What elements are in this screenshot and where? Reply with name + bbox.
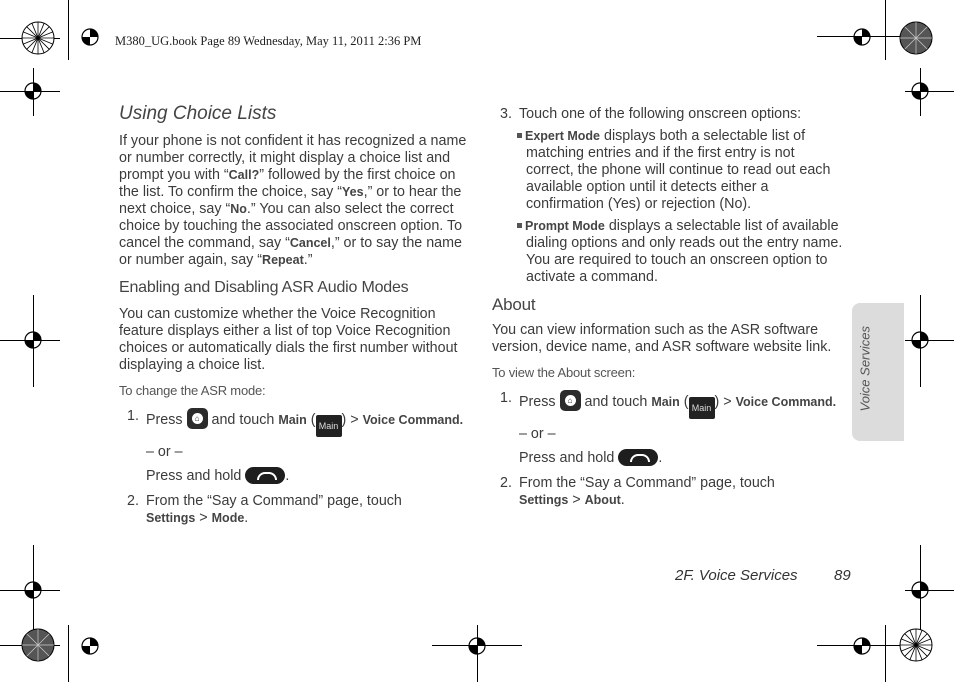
about-heading: About <box>492 295 536 314</box>
main-label: Main <box>278 413 307 427</box>
home-key-icon: ⌂ <box>560 390 581 411</box>
step-1: 1. Press ⌂ and touch Main ( Main ) > Voice Command. <box>119 408 469 437</box>
paragraph-text: .” You can also select the correct choice by touching the associated onscreen option. To cancel the command, say “ <box>119 201 463 251</box>
main-key-icon: Main <box>689 397 715 419</box>
step-2: 2. From the “Say a Command” page, touch Settings > Mode. <box>127 493 402 526</box>
spoken-command: Call? <box>228 168 260 182</box>
asr-subheading: Enabling and Disabling ASR Audio Modes <box>119 279 409 296</box>
spoken-command: Yes <box>342 185 364 199</box>
choice-list-paragraph <box>119 133 469 269</box>
spoken-command: No <box>230 202 247 216</box>
voice-command-label: Voice Command. <box>362 413 464 427</box>
page-number: 89 <box>834 567 851 584</box>
spoken-command: Cancel <box>289 236 331 250</box>
side-tab-label: Voice Services <box>857 326 873 412</box>
end-key-icon <box>245 467 285 484</box>
spoken-command: Repeat <box>262 253 304 267</box>
paragraph-text: If your phone is not confident it has recognized a name or number correctly, it might display a choice list and prompt you with “ <box>119 133 467 183</box>
press-hold-line: Press and hold . <box>519 450 663 466</box>
paragraph-text: .” <box>303 252 313 268</box>
right-column <box>492 106 844 509</box>
or-separator: – or – <box>519 426 556 442</box>
about-intro: To view the About screen: <box>492 365 636 380</box>
asr-paragraph: You can customize whether the Voice Recognition feature displays either a list of top Voice Recognition choices or automatically dials the first number without displaying a choice list. <box>119 306 458 373</box>
paragraph-text: ” followed by the first choice on the list. To confirm the choice, say “ <box>119 167 456 200</box>
paragraph-text: ,” or to say the name or number again, say “ <box>119 235 462 268</box>
or-separator: – or – <box>146 444 183 460</box>
asr-intro: To change the ASR mode: <box>119 383 266 398</box>
main-key-icon: Main <box>316 415 342 437</box>
about-step-1: 1. Press ⌂ and touch Main ( Main ) > Voice Command. <box>492 390 844 419</box>
prompt-mode-bullet: Prompt Mode displays a selectable list of available dialing options and only reads out the entry name. You are required to touch an onscreen option to activate a command. <box>492 218 844 286</box>
book-info-header: M380_UG.book Page 89 Wednesday, May 11, 2011 2:36 PM <box>115 34 422 48</box>
step-3: 3. Touch one of the following onscreen options: <box>500 106 802 122</box>
end-key-icon <box>618 449 658 466</box>
about-paragraph: You can view information such as the ASR software version, device name, and ASR software website link. <box>492 322 832 355</box>
home-key-icon: ⌂ <box>187 408 208 429</box>
about-step-2: 2. From the “Say a Command” page, touch Settings > About. <box>500 475 775 508</box>
expert-mode-bullet: Expert Mode displays both a selectable list of matching entries and if the first entry is not correct, the phone will continue to read out each available option until it detects either a confirmation (Yes) or rejection (No). <box>492 128 844 213</box>
paragraph-text: ,” or to hear the next choice, say “ <box>119 184 462 217</box>
section-title: Using Choice Lists <box>119 103 277 124</box>
press-hold-line: Press and hold . <box>146 468 290 484</box>
footer-section: 2F. Voice Services <box>675 567 798 584</box>
left-column <box>119 105 469 527</box>
